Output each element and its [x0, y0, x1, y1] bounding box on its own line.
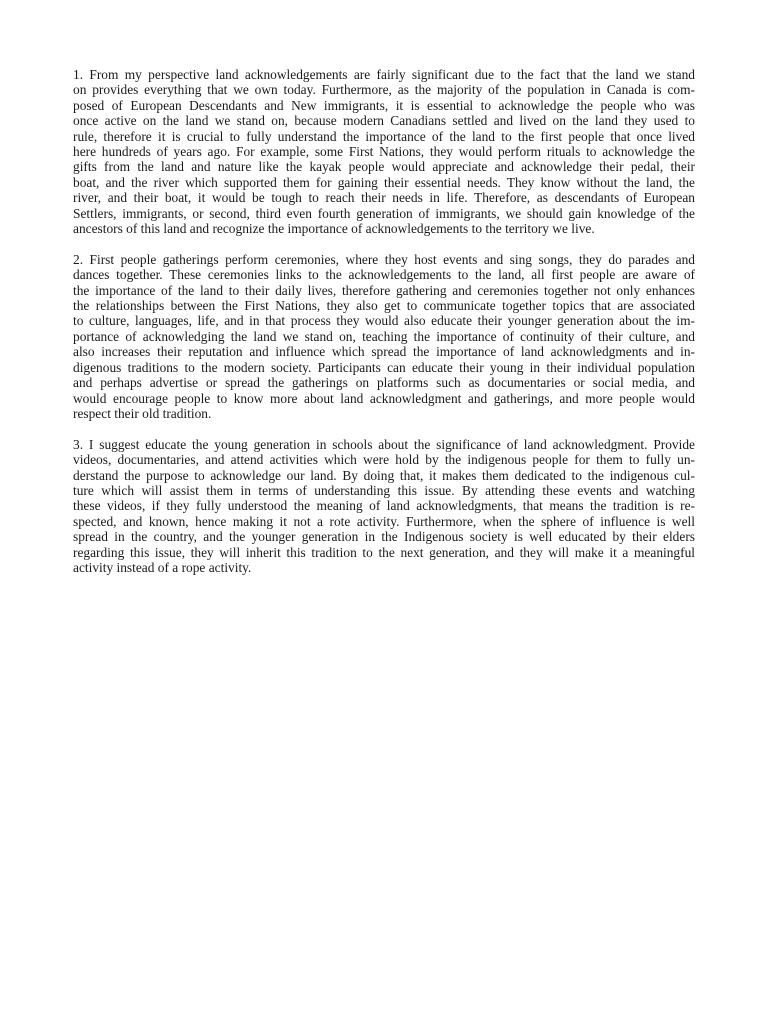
- paragraph-2: [73, 252, 695, 421]
- text-line: dances together. These ceremonies links to the acknowledgements to the land, all first people are aware of: [73, 267, 695, 283]
- text-line: spected, and known, hence making it not a rote activity. Furthermore, when the sphere of influence is well: [73, 513, 695, 529]
- text-line: river, and their boat, it would be tough to reach their needs in life. Therefore, as descendants of European: [73, 190, 695, 206]
- text-line: 3. I suggest educate the young generation in schools about the significance of land acknowledgment. Provide: [73, 436, 695, 452]
- text-line: on provides everything that we own today. Furthermore, as the majority of the population in Canada is com-: [73, 82, 695, 98]
- text-line: digenous traditions to the modern society. Participants can educate their young in their individual population: [73, 359, 695, 375]
- text-line: once active on the land we stand on, because modern Canadians settled and lived on the land they used to: [73, 113, 695, 129]
- text-line: posed of European Descendants and New immigrants, it is essential to acknowledge the people who was: [73, 97, 695, 113]
- text-line: spread in the country, and the younger generation in the Indigenous society is well educated by their elders: [73, 529, 695, 545]
- text-line: respect their old tradition.: [73, 405, 212, 421]
- text-line: to culture, languages, life, and in that process they would also educate their younger generation about the im-: [73, 313, 695, 329]
- text-line: these videos, if they fully understood the meaning of land acknowledgments, that means the tradition is re-: [73, 498, 695, 514]
- paragraph-3: [73, 437, 695, 576]
- document-body: [73, 67, 695, 591]
- text-line: 2. First people gatherings perform ceremonies, where they host events and sing songs, they do parades and: [73, 251, 695, 267]
- text-line: activity instead of a rope activity.: [73, 559, 252, 575]
- text-line: ancestors of this land and recognize the importance of acknowledgements to the territory we live.: [73, 221, 595, 237]
- text-line: 1. From my perspective land acknowledgements are fairly significant due to the fact that the land we stand: [73, 67, 695, 82]
- text-line: boat, and the river which supported them for gaining their essential needs. They know without the land, the: [73, 174, 695, 190]
- text-line: regarding this issue, they will inherit this tradition to the next generation, and they will make it a meaningful: [73, 544, 695, 560]
- text-line: would encourage people to know more about land acknowledgment and gatherings, and more people would: [73, 390, 695, 406]
- text-line: derstand the purpose to acknowledge our land. By doing that, it makes them dedicated to the indigenous cul-: [73, 467, 695, 483]
- text-line: ture which will assist them in terms of understanding this issue. By attending these events and watching: [73, 482, 695, 498]
- text-line: here hundreds of years ago. For example, some First Nations, they would perform rituals to acknowledge the: [73, 144, 695, 160]
- text-line: Settlers, immigrants, or second, third even fourth generation of immigrants, we should gain knowledge of the: [73, 205, 695, 221]
- text-line: also increases their reputation and influence which spread the importance of land acknowledgments and in-: [73, 344, 695, 360]
- text-line: the importance of the land to their daily lives, therefore gathering and ceremonies together not only enhances: [73, 282, 695, 298]
- paragraph-1: [73, 67, 695, 236]
- text-line: and perhaps advertise or spread the gatherings on platforms such as documentaries or social media, and: [73, 375, 695, 391]
- text-line: gifts from the land and nature like the kayak people would appreciate and acknowledge their pedal, their: [73, 159, 695, 175]
- text-line: portance of acknowledging the land we stand on, teaching the importance of continuity of their culture, and: [73, 328, 695, 344]
- text-line: rule, therefore it is crucial to fully understand the importance of the land to the first people that once lived: [73, 128, 695, 144]
- text-line: the relationships between the First Nations, they also get to communicate together topics that are associated: [73, 298, 695, 314]
- text-line: videos, documentaries, and attend activities which were hold by the indigenous people for them to fully un-: [73, 452, 695, 468]
